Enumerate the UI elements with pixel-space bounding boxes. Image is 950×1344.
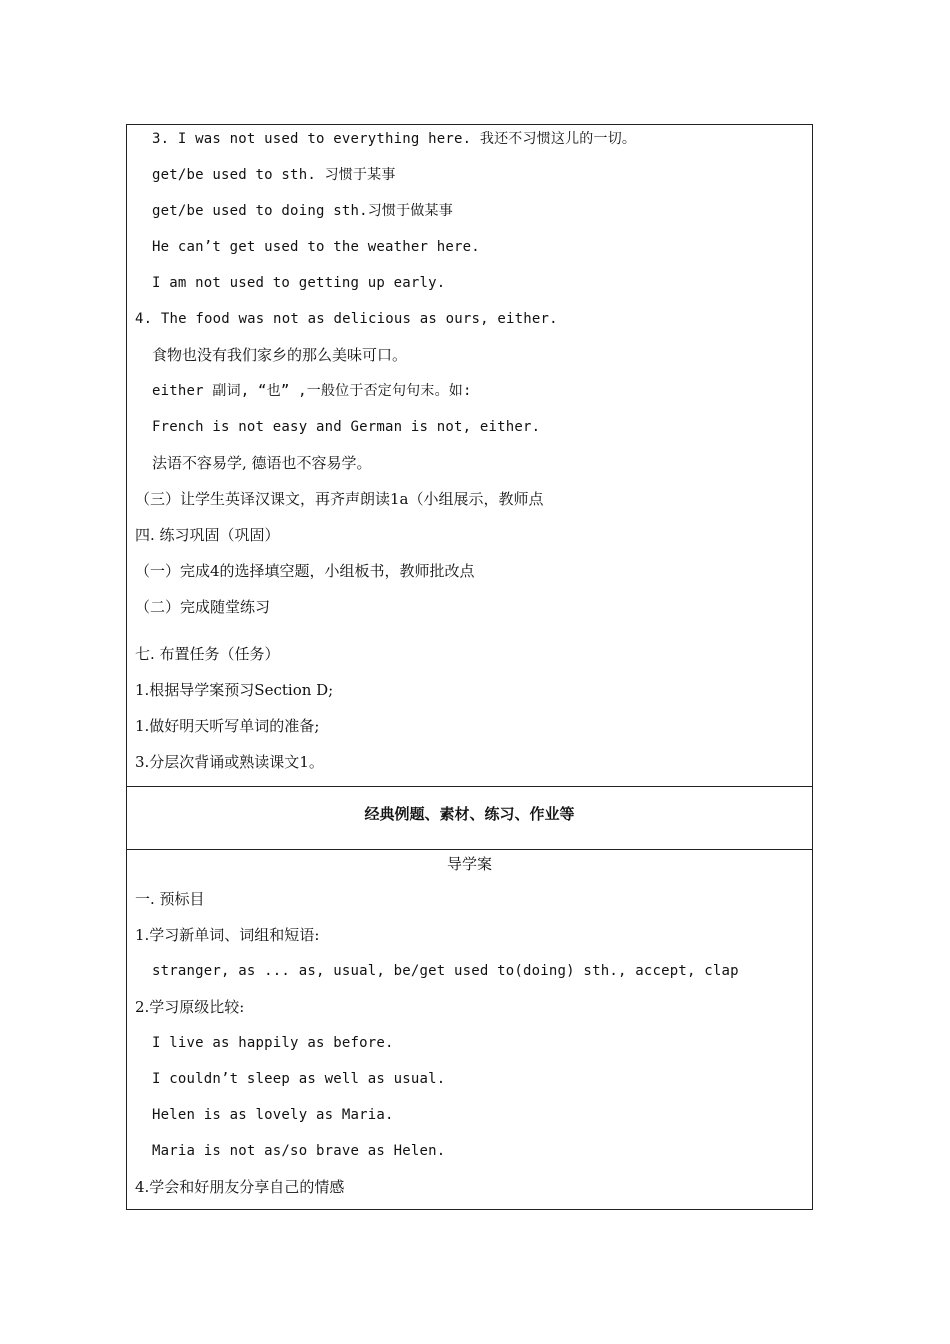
heading-row <box>127 787 812 850</box>
text-line: French is not easy and German is not, either. <box>152 419 541 435</box>
text-line: 4. The food was not as delicious as ours, either. <box>135 311 558 327</box>
text-line: 法语不容易学, 德语也不容易学。 <box>152 454 372 472</box>
text-line: 3.分层次背诵或熟读课文1。 <box>135 753 324 771</box>
text-line: I couldn’t sleep as well as usual. <box>152 1071 446 1087</box>
guide-row <box>127 850 812 1209</box>
text-line: 1.根据导学案预习Section D; <box>135 681 334 699</box>
text-line: get/be used to sth. 习惯于某事 <box>152 167 396 183</box>
text-line: 1.学习新单词、词组和短语: <box>135 926 320 944</box>
text-line: He can’t get used to the weather here. <box>152 239 480 255</box>
row-heading: 经典例题、素材、练习、作业等 <box>364 805 575 823</box>
text-line: get/be used to doing sth.习惯于做某事 <box>152 203 453 219</box>
text-line: （二）完成随堂练习 <box>135 598 271 616</box>
text-line: （一）完成4的选择填空题，小组板书，教师批改点 <box>135 562 475 580</box>
text-line: stranger, as ... as, usual, be/get used to(doing) sth., accept, clap <box>152 963 739 979</box>
text-line: I am not used to getting up early. <box>152 275 446 291</box>
section-heading: 四. 练习巩固（巩固） <box>135 526 280 544</box>
text-line: 3. I was not used to everything here. 我还不习惯这儿的一切。 <box>152 131 637 147</box>
text-line: 4.学会和好朋友分享自己的情感 <box>135 1178 345 1196</box>
text-line: （三）让学生英译汉课文，再齐声朗读1a（小组展示，教师点 <box>135 490 544 508</box>
text-line: 2.学习原级比较: <box>135 998 245 1016</box>
text-line: Helen is as lovely as Maria. <box>152 1107 394 1123</box>
text-line: Maria is not as/so brave as Helen. <box>152 1143 446 1159</box>
lesson-plan-table <box>126 124 813 1210</box>
text-line: either 副词, “也” ,一般位于否定句句末。如: <box>152 383 472 399</box>
section-heading: 一. 预标目 <box>135 890 205 908</box>
content-row <box>127 125 812 787</box>
section-heading: 七. 布置任务（任务） <box>135 645 280 663</box>
text-line: I live as happily as before. <box>152 1035 394 1051</box>
text-line: 1.做好明天听写单词的准备; <box>135 717 320 735</box>
text-line: 食物也没有我们家乡的那么美味可口。 <box>152 346 408 364</box>
guide-title: 导学案 <box>446 855 492 873</box>
